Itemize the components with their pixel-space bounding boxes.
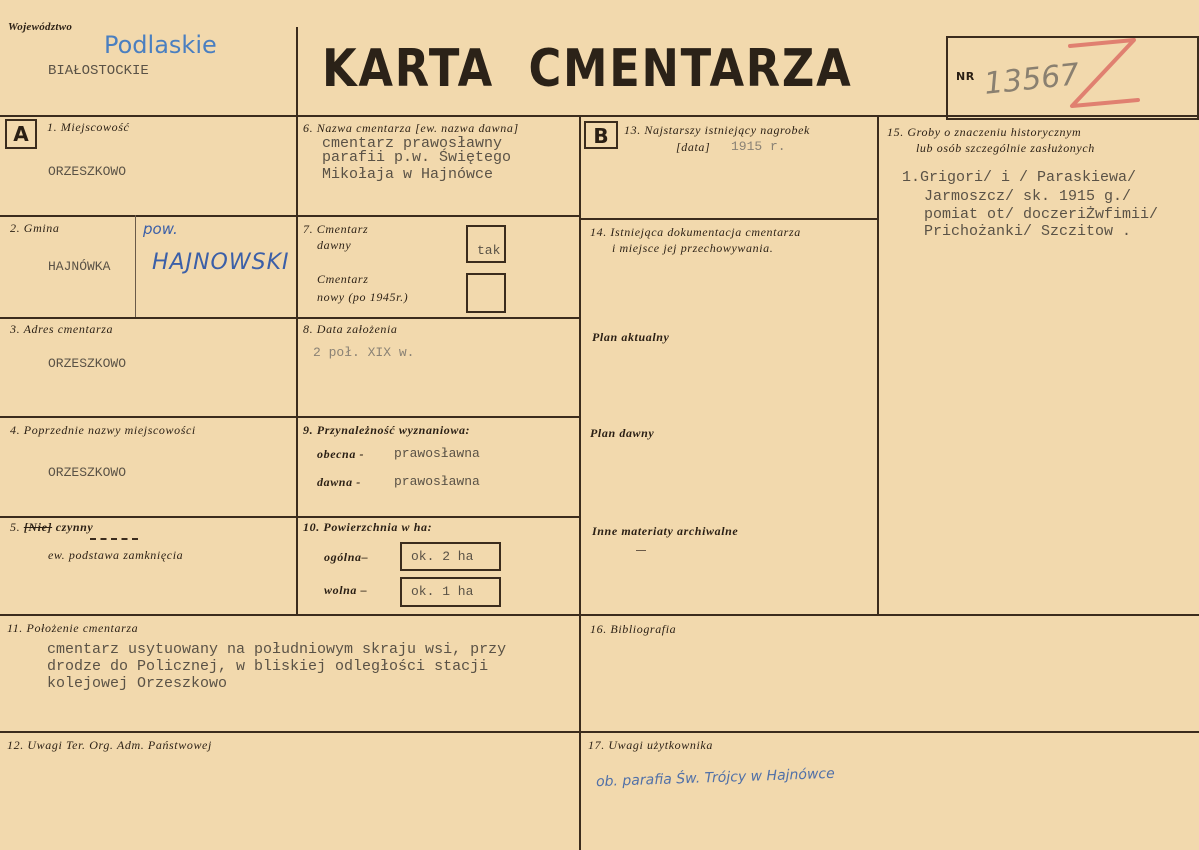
inne-materialy-label: Inne materiaty archiwalne — [592, 524, 739, 538]
field5-sublabel: ew. podstawa zamknięcia — [48, 548, 184, 562]
field16-label: 16. Bibliografia — [590, 622, 677, 636]
field9-dawna-value: prawosławna — [394, 474, 480, 489]
field5-nie: [Nie] — [23, 520, 53, 534]
field15-label-2: lub osób szczególnie zasłużonych — [916, 141, 1095, 155]
field6-line-1: cmentarz prawosławny — [322, 135, 503, 152]
field2-label: 2. Gmina — [10, 221, 60, 235]
field10-label: 10. Powierzchnia w ha: — [303, 520, 433, 534]
field9-obecna-label: obecna - — [317, 447, 365, 461]
field1-label: 1. Miejscowość — [47, 120, 130, 134]
field15-label-1: 15. Groby o znaczeniu historycznym — [887, 125, 1082, 139]
field8-label: 8. Data założenia — [303, 322, 398, 336]
field14-label-2: i miejsce jej przechowywania. — [612, 241, 774, 255]
field13-value: 1915 r. — [731, 139, 786, 154]
field10-wolna-label: wolna – — [324, 583, 368, 597]
field5-number: 5. — [10, 520, 21, 534]
nr-mark — [1062, 38, 1142, 114]
field7-nowy-box — [466, 273, 506, 313]
field13-label-2: [data] — [676, 140, 711, 154]
field13-label-1: 13. Najstarszy istniejący nagrobek — [624, 123, 810, 137]
field12-label: 12. Uwagi Ter. Org. Adm. Państwowej — [7, 738, 212, 752]
field10-ogolna-value: ok. 2 ha — [411, 549, 474, 564]
field3-label: 3. Adres cmentarza — [10, 322, 114, 336]
field17-label: 17. Uwagi użytkownika — [588, 738, 713, 752]
field17-value: ob. parafia Św. Trójcy w Hajnówce — [595, 765, 835, 791]
field1-value: ORZESZKOWO — [48, 164, 127, 179]
field4-value: ORZESZKOWO — [48, 465, 127, 480]
section-b-letter: B — [584, 121, 618, 149]
field9-dawna-label: dawna - — [317, 475, 361, 489]
card-title: KARTA CMENTARZA — [322, 39, 853, 99]
field15-line-2: Jarmoszcz/ sk. 1915 g./ — [924, 188, 1132, 205]
inne-dash — [636, 550, 646, 551]
field7-dawny-label: dawny — [317, 238, 352, 252]
field3-value: ORZESZKOWO — [48, 356, 127, 371]
field15-line-4: Prichożanki/ Szczitow . — [924, 223, 1132, 240]
field11-line-2: drodze do Policznej, w bliskiej odległości stacji — [47, 658, 489, 675]
field5-underline — [90, 538, 138, 540]
field11-line-3: kolejowej Orzeszkowo — [47, 675, 228, 692]
field6-line-3: Mikołaja w Hajnówce — [322, 166, 494, 183]
field11-line-1: cmentarz usytuowany na południowym skraju wsi, przy — [47, 641, 507, 658]
field2-value: HAJNÓWKA — [48, 259, 111, 274]
wojewodztwo-stamp: Podlaskie — [104, 31, 217, 59]
plan-aktualny-label: Plan aktualny — [592, 330, 670, 344]
field8-value: 2 poł. XIX w. — [313, 345, 415, 360]
nr-mark-stroke-icon — [1062, 38, 1142, 114]
section-a-letter: A — [5, 119, 37, 149]
field9-label: 9. Przynależność wyznaniowa: — [303, 423, 471, 437]
field5-label — [10, 520, 93, 535]
field6-label: 6. Nazwa cmentarza [ew. nazwa dawna] — [303, 121, 519, 135]
pow-value: HAJNOWSKI — [152, 250, 290, 275]
field4-label: 4. Poprzednie nazwy miejscowości — [10, 423, 196, 437]
field7-nowy-label-1: Cmentarz — [317, 272, 369, 286]
field9-obecna-value: prawosławna — [394, 446, 480, 461]
field10-ogolna-label: ogólna– — [324, 550, 369, 564]
field5-czynny: czynny — [55, 520, 94, 534]
field10-wolna-value: ok. 1 ha — [411, 584, 474, 599]
wojewodztwo-old: BIAŁOSTOCKIE — [48, 63, 149, 79]
pow-label: pow. — [143, 220, 178, 238]
field15-line-1: 1.Grigori/ i / Paraskiewa/ — [902, 169, 1137, 186]
field7-dawny-value: tak — [477, 243, 501, 258]
field14-label-1: 14. Istniejąca dokumentacja cmentarza — [590, 225, 801, 239]
field7-nowy-label-2: nowy (po 1945r.) — [317, 290, 409, 304]
nr-label: NR — [956, 70, 975, 83]
field7-label: 7. Cmentarz — [303, 222, 369, 236]
wojewodztwo-label: Województwo — [8, 21, 73, 33]
field6-line-2: parafii p.w. Świętego — [322, 149, 512, 166]
nr-value: 13567 — [982, 57, 1082, 102]
field15-line-3: pomiat ot/ doczeriŻwfimii/ — [924, 206, 1159, 223]
field11-label: 11. Położenie cmentarza — [7, 621, 139, 635]
plan-dawny-label: Plan dawny — [590, 426, 655, 440]
